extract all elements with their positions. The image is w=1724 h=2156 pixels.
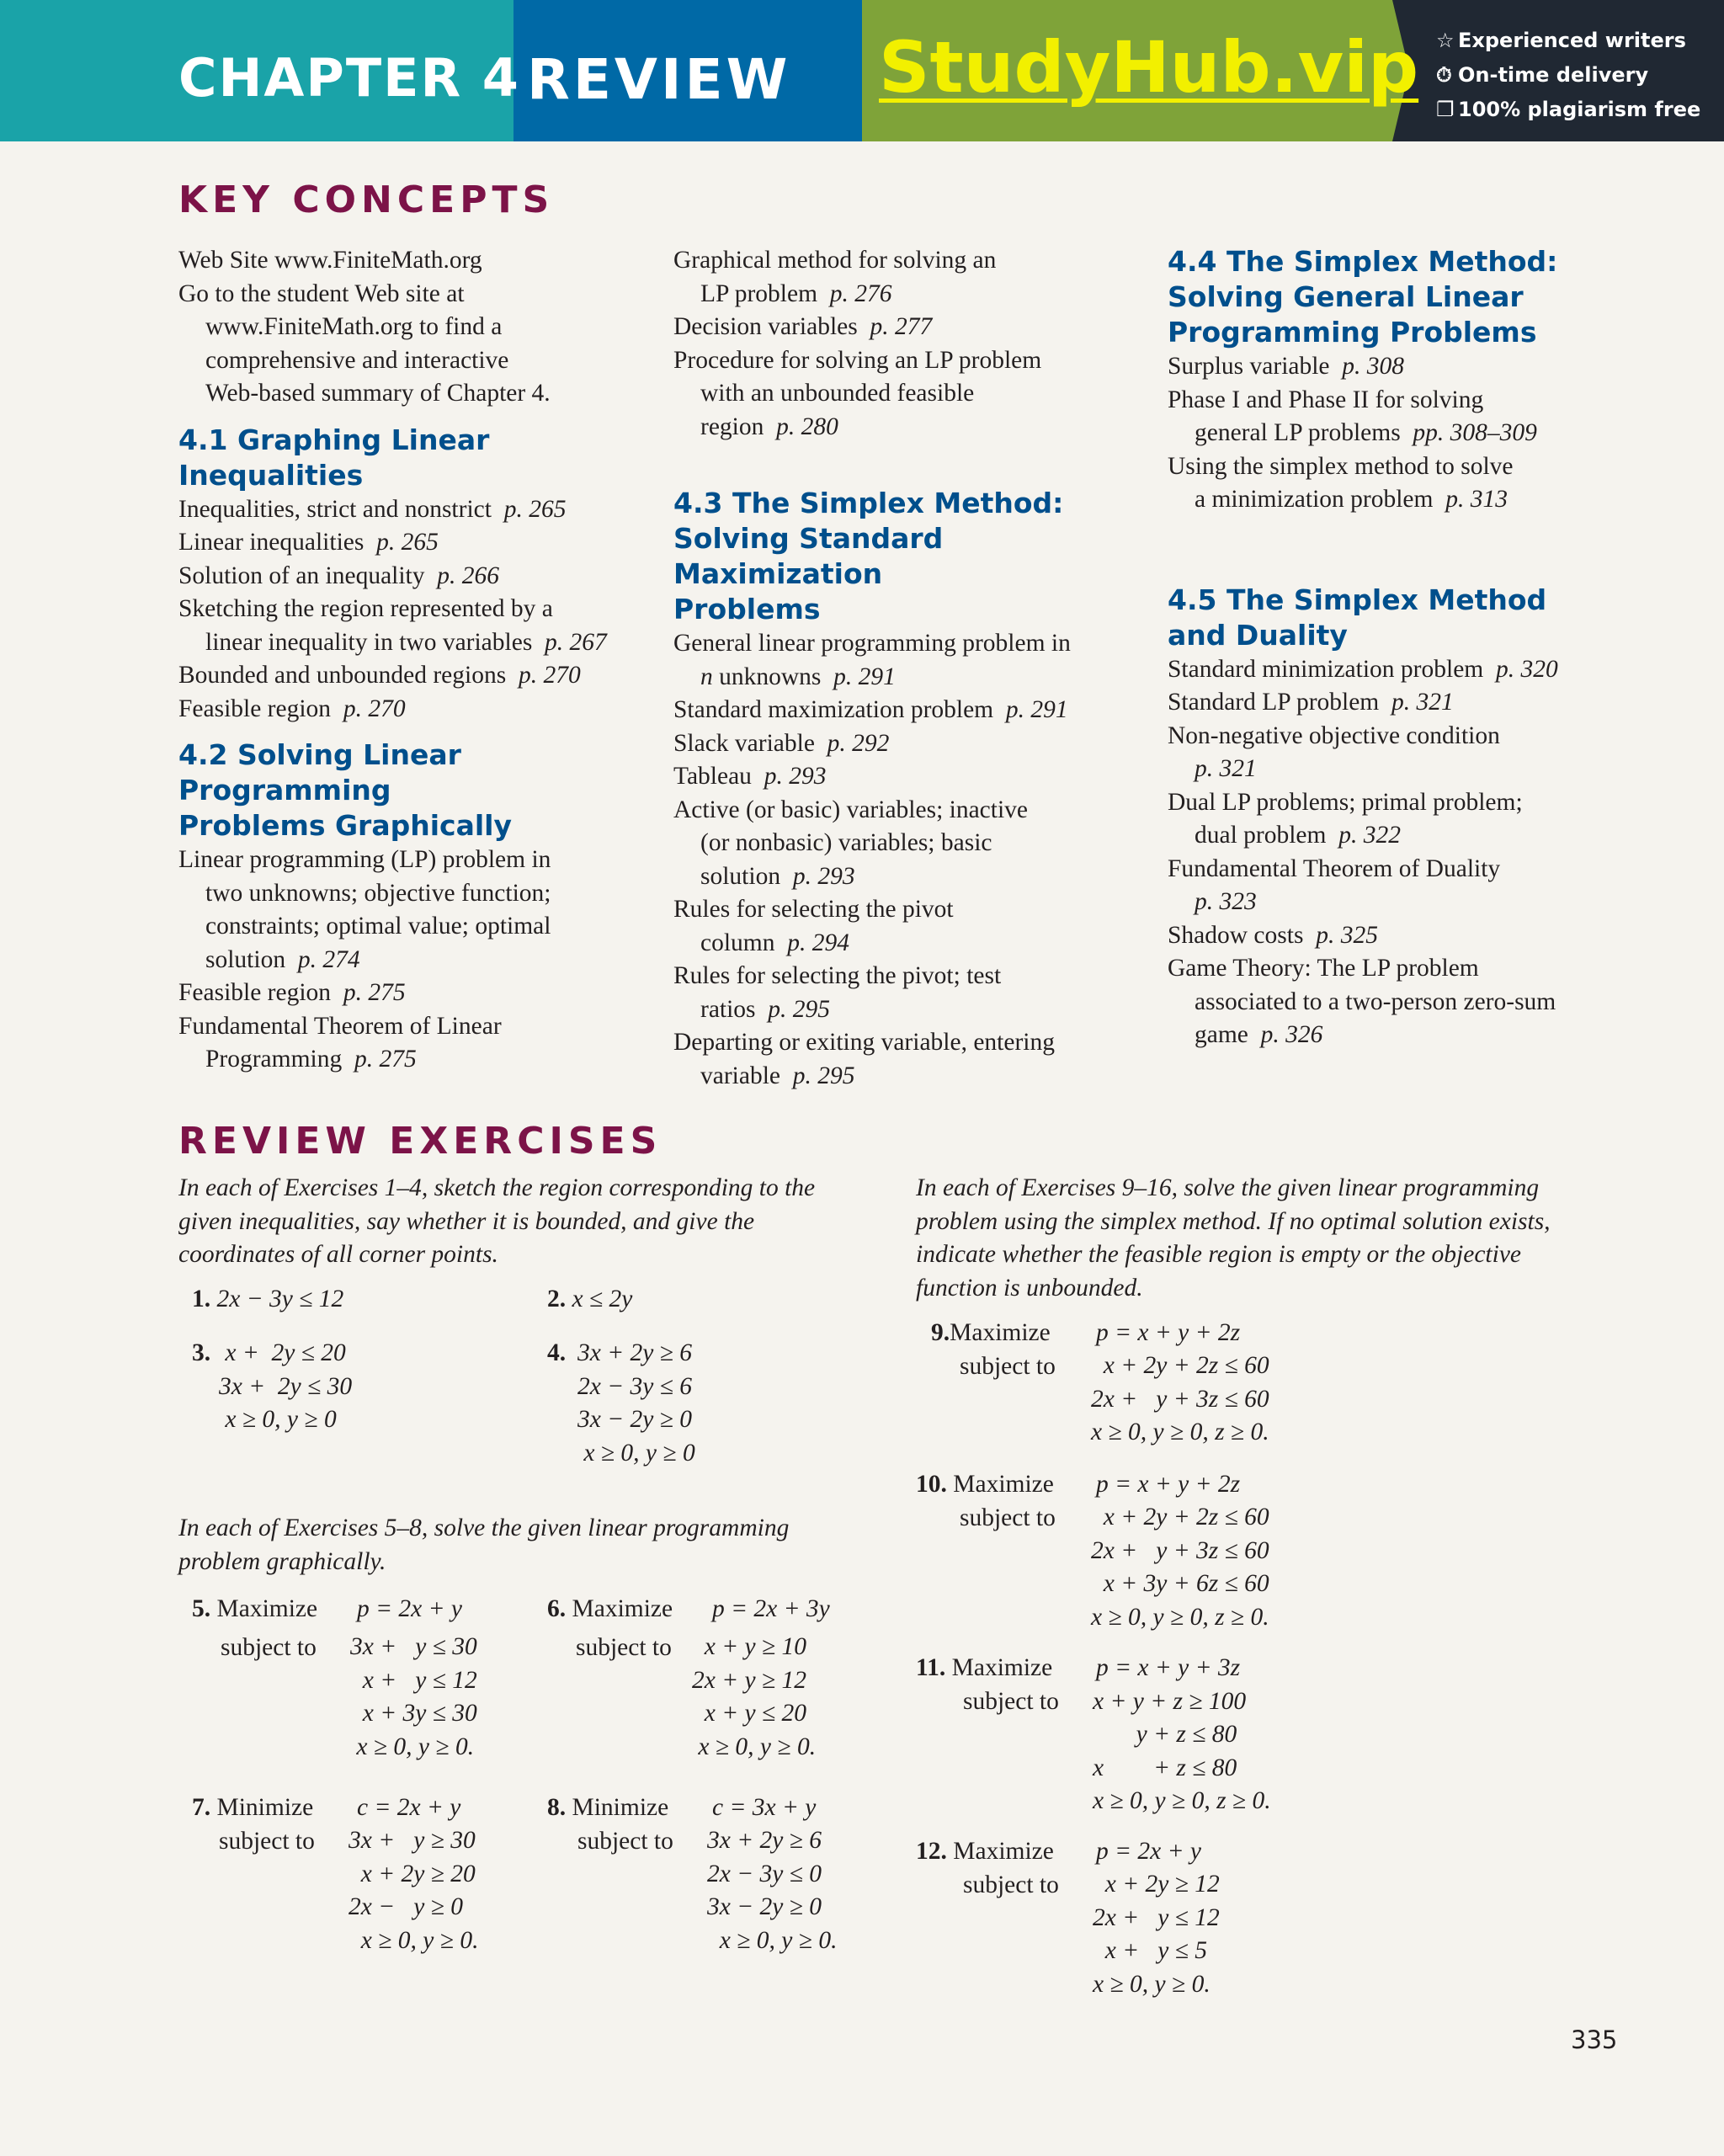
chapter-label: CHAPTER 4	[178, 47, 520, 109]
concept-item: Linear programming (LP) problem in two unknowns; objective function; constraints; optimal value; optimal solution p. 274	[178, 846, 551, 973]
review-label: REVIEW	[527, 47, 791, 112]
concept-item: Active (or basic) variables; inactive (or nonbasic) variables; basic solution p. 293	[673, 796, 1029, 890]
concept-item: Fundamental Theorem of Linear Programming p. 275	[178, 1012, 502, 1073]
section-heading-4-5: 4.5 The Simplex Method and Duality	[1168, 583, 1547, 652]
page-number: 335	[1571, 2026, 1618, 2054]
concept-item: Shadow costs p. 325	[1168, 921, 1378, 949]
concept-item: Standard maximization problem p. 291	[673, 696, 1068, 723]
badge-text: Experienced writers	[1458, 29, 1686, 52]
concept-item: Linear inequalities p. 265	[178, 529, 439, 556]
section-heading-4-1: 4.1 Graphing Linear Inequalities	[178, 423, 490, 492]
section-heading-4-3: 4.3 The Simplex Method: Solving Standard Maximization Problems	[673, 487, 1064, 626]
concept-item: Sketching the region represented by a linear inequality in two variables p. 267	[178, 595, 607, 656]
concept-item: Fundamental Theorem of Duality p. 323	[1168, 854, 1501, 915]
concept-item: Feasible region p. 270	[178, 695, 406, 722]
concept-item: Surplus variable p. 308	[1168, 353, 1405, 380]
concept-item: Procedure for solving an LP problem with an unbounded feasible region p. 280	[673, 346, 1042, 440]
exercise-4: 4. 3x + 2y ≥ 6 2x − 3y ≤ 6 3x − 2y ≥ 0 x ≥ 0, y ≥ 0	[547, 1339, 695, 1467]
exercise-3: 3. x + 2y ≤ 20 3x + 2y ≤ 30 x ≥ 0, y ≥ 0	[192, 1339, 353, 1433]
concept-item: Rules for selecting the pivot column p. 294	[673, 896, 954, 956]
exercise-7: 7. Minimize c = 2x + y subject to 3x + y ≥ 30 x + 2y ≥ 20 2x − y ≥ 0 x ≥ 0, y ≥ 0.	[192, 1794, 479, 1954]
exercise-6: 6. Maximize p = 2x + 3y subject to x + y ≥ 10 2x + y ≥ 12 x + y ≤ 20 x ≥ 0, y ≥ 0.	[547, 1595, 830, 1760]
clock-icon: ⏱	[1436, 63, 1452, 87]
concept-item: Standard LP problem p. 321	[1168, 689, 1454, 716]
exercise-10: 10. Maximize p = x + y + 2z subject to x + 2y + 2z ≤ 60 2x + y + 3z ≤ 60 x + 3y + 6z ≤ 60 x ≥ 0, y ≥ 0, z ≥ 0.	[916, 1471, 1269, 1631]
review-exercises-heading: REVIEW EXERCISES	[178, 1120, 662, 1163]
website-line: Go to the student Web site at	[178, 279, 465, 307]
website-line: www.FiniteMath.org to find a	[205, 313, 503, 340]
key-concepts-col2	[673, 244, 1145, 1093]
website-line: Web Site www.FiniteMath.org	[178, 247, 482, 274]
concept-item: Graphical method for solving an LP problem p. 276	[673, 247, 997, 307]
badge-text: On-time delivery	[1458, 63, 1649, 87]
document-copy-icon: ❐	[1436, 98, 1455, 121]
website-line: Web-based summary of Chapter 4.	[205, 380, 551, 407]
website-line: comprehensive and interactive	[205, 346, 509, 374]
concept-item: Solution of an inequality p. 266	[178, 562, 500, 589]
exercise-11: 11. Maximize p = x + y + 3z subject to x + y + z ≥ 100 y + z ≤ 80 x + z ≤ 80 x ≥ 0, y ≥ 0, z ≥ 0.	[916, 1654, 1271, 1814]
exercise-5: 5. Maximize p = 2x + y subject to 3x + y ≤ 30 x + y ≤ 12 x + 3y ≤ 30 x ≥ 0, y ≥ 0.	[192, 1595, 477, 1760]
star-outline-icon: ☆	[1436, 29, 1455, 52]
section-heading-4-2: 4.2 Solving Linear Programming Problems Graphically	[178, 738, 512, 842]
key-concepts-col1	[178, 244, 650, 1077]
badge-list	[1436, 24, 1700, 127]
badge-plagiarism	[1436, 93, 1700, 127]
exercise-8: 8. Minimize c = 3x + y subject to 3x + 2y ≥ 6 2x − 3y ≤ 0 3x − 2y ≥ 0 x ≥ 0, y ≥ 0.	[547, 1794, 838, 1954]
section-heading-4-4: 4.4 The Simplex Method: Solving General Linear Programming Problems	[1168, 245, 1558, 349]
concept-item: Slack variable p. 292	[673, 729, 890, 757]
exercise-2: 2. x ≤ 2y	[547, 1286, 633, 1312]
concept-item: General linear programming problem in n unknowns p. 291	[673, 630, 1071, 690]
exercise-12: 12. Maximize p = 2x + y subject to x + 2y ≥ 12 2x + y ≤ 12 x + y ≤ 5 x ≥ 0, y ≥ 0.	[916, 1838, 1220, 1998]
concept-item: Using the simplex method to solve a minimization problem p. 313	[1168, 452, 1514, 513]
key-concepts-col3	[1168, 244, 1673, 1052]
concept-item: Phase I and Phase II for solving general LP problems pp. 308–309	[1168, 386, 1537, 446]
concept-item: Bounded and unbounded regions p. 270	[178, 662, 581, 689]
badge-experienced	[1436, 24, 1700, 58]
concept-item: Dual LP problems; primal problem; dual problem p. 322	[1168, 788, 1523, 849]
exercise-9: 9.Maximize p = x + y + 2z subject to x + 2y + 2z ≤ 60 2x + y + 3z ≤ 60 x ≥ 0, y ≥ 0, z ≥ 0.	[931, 1319, 1269, 1445]
concept-item: Inequalities, strict and nonstrict p. 265	[178, 495, 567, 523]
badge-ontime	[1436, 58, 1700, 93]
concept-item: Tableau p. 293	[673, 763, 827, 790]
concept-item: Departing or exiting variable, entering variable p. 295	[673, 1029, 1055, 1089]
exercise-1: 1. 2x − 3y ≤ 12	[192, 1286, 344, 1312]
instructions-5-8: In each of Exercises 5–8, solve the given linear programming problem graphically.	[178, 1515, 790, 1575]
concept-item: Decision variables p. 277	[673, 313, 933, 340]
concept-item: Standard minimization problem p. 320	[1168, 655, 1558, 683]
instructions-9-16: In each of Exercises 9–16, solve the given linear programming problem using the simplex method. If no optimal solution exists, indicate whether the feasible region is empty or the objective function is unbounded.	[916, 1174, 1551, 1302]
key-concepts-heading: KEY CONCEPTS	[178, 178, 555, 221]
brand-link[interactable]: StudyHub.vip	[879, 26, 1419, 109]
concept-item: Non-negative objective condition p. 321	[1168, 721, 1500, 782]
concept-item: Game Theory: The LP problem associated to a two-person zero-sum game p. 326	[1168, 955, 1556, 1048]
badge-text: 100% plagiarism free	[1458, 98, 1701, 121]
concept-item: Feasible region p. 275	[178, 979, 406, 1006]
concept-item: Rules for selecting the pivot; test ratios p. 295	[673, 962, 1002, 1023]
instructions-1-4: In each of Exercises 1–4, sketch the region corresponding to the given inequalities, say whether it is bounded, and give the coordinates of all corner points.	[178, 1174, 816, 1268]
